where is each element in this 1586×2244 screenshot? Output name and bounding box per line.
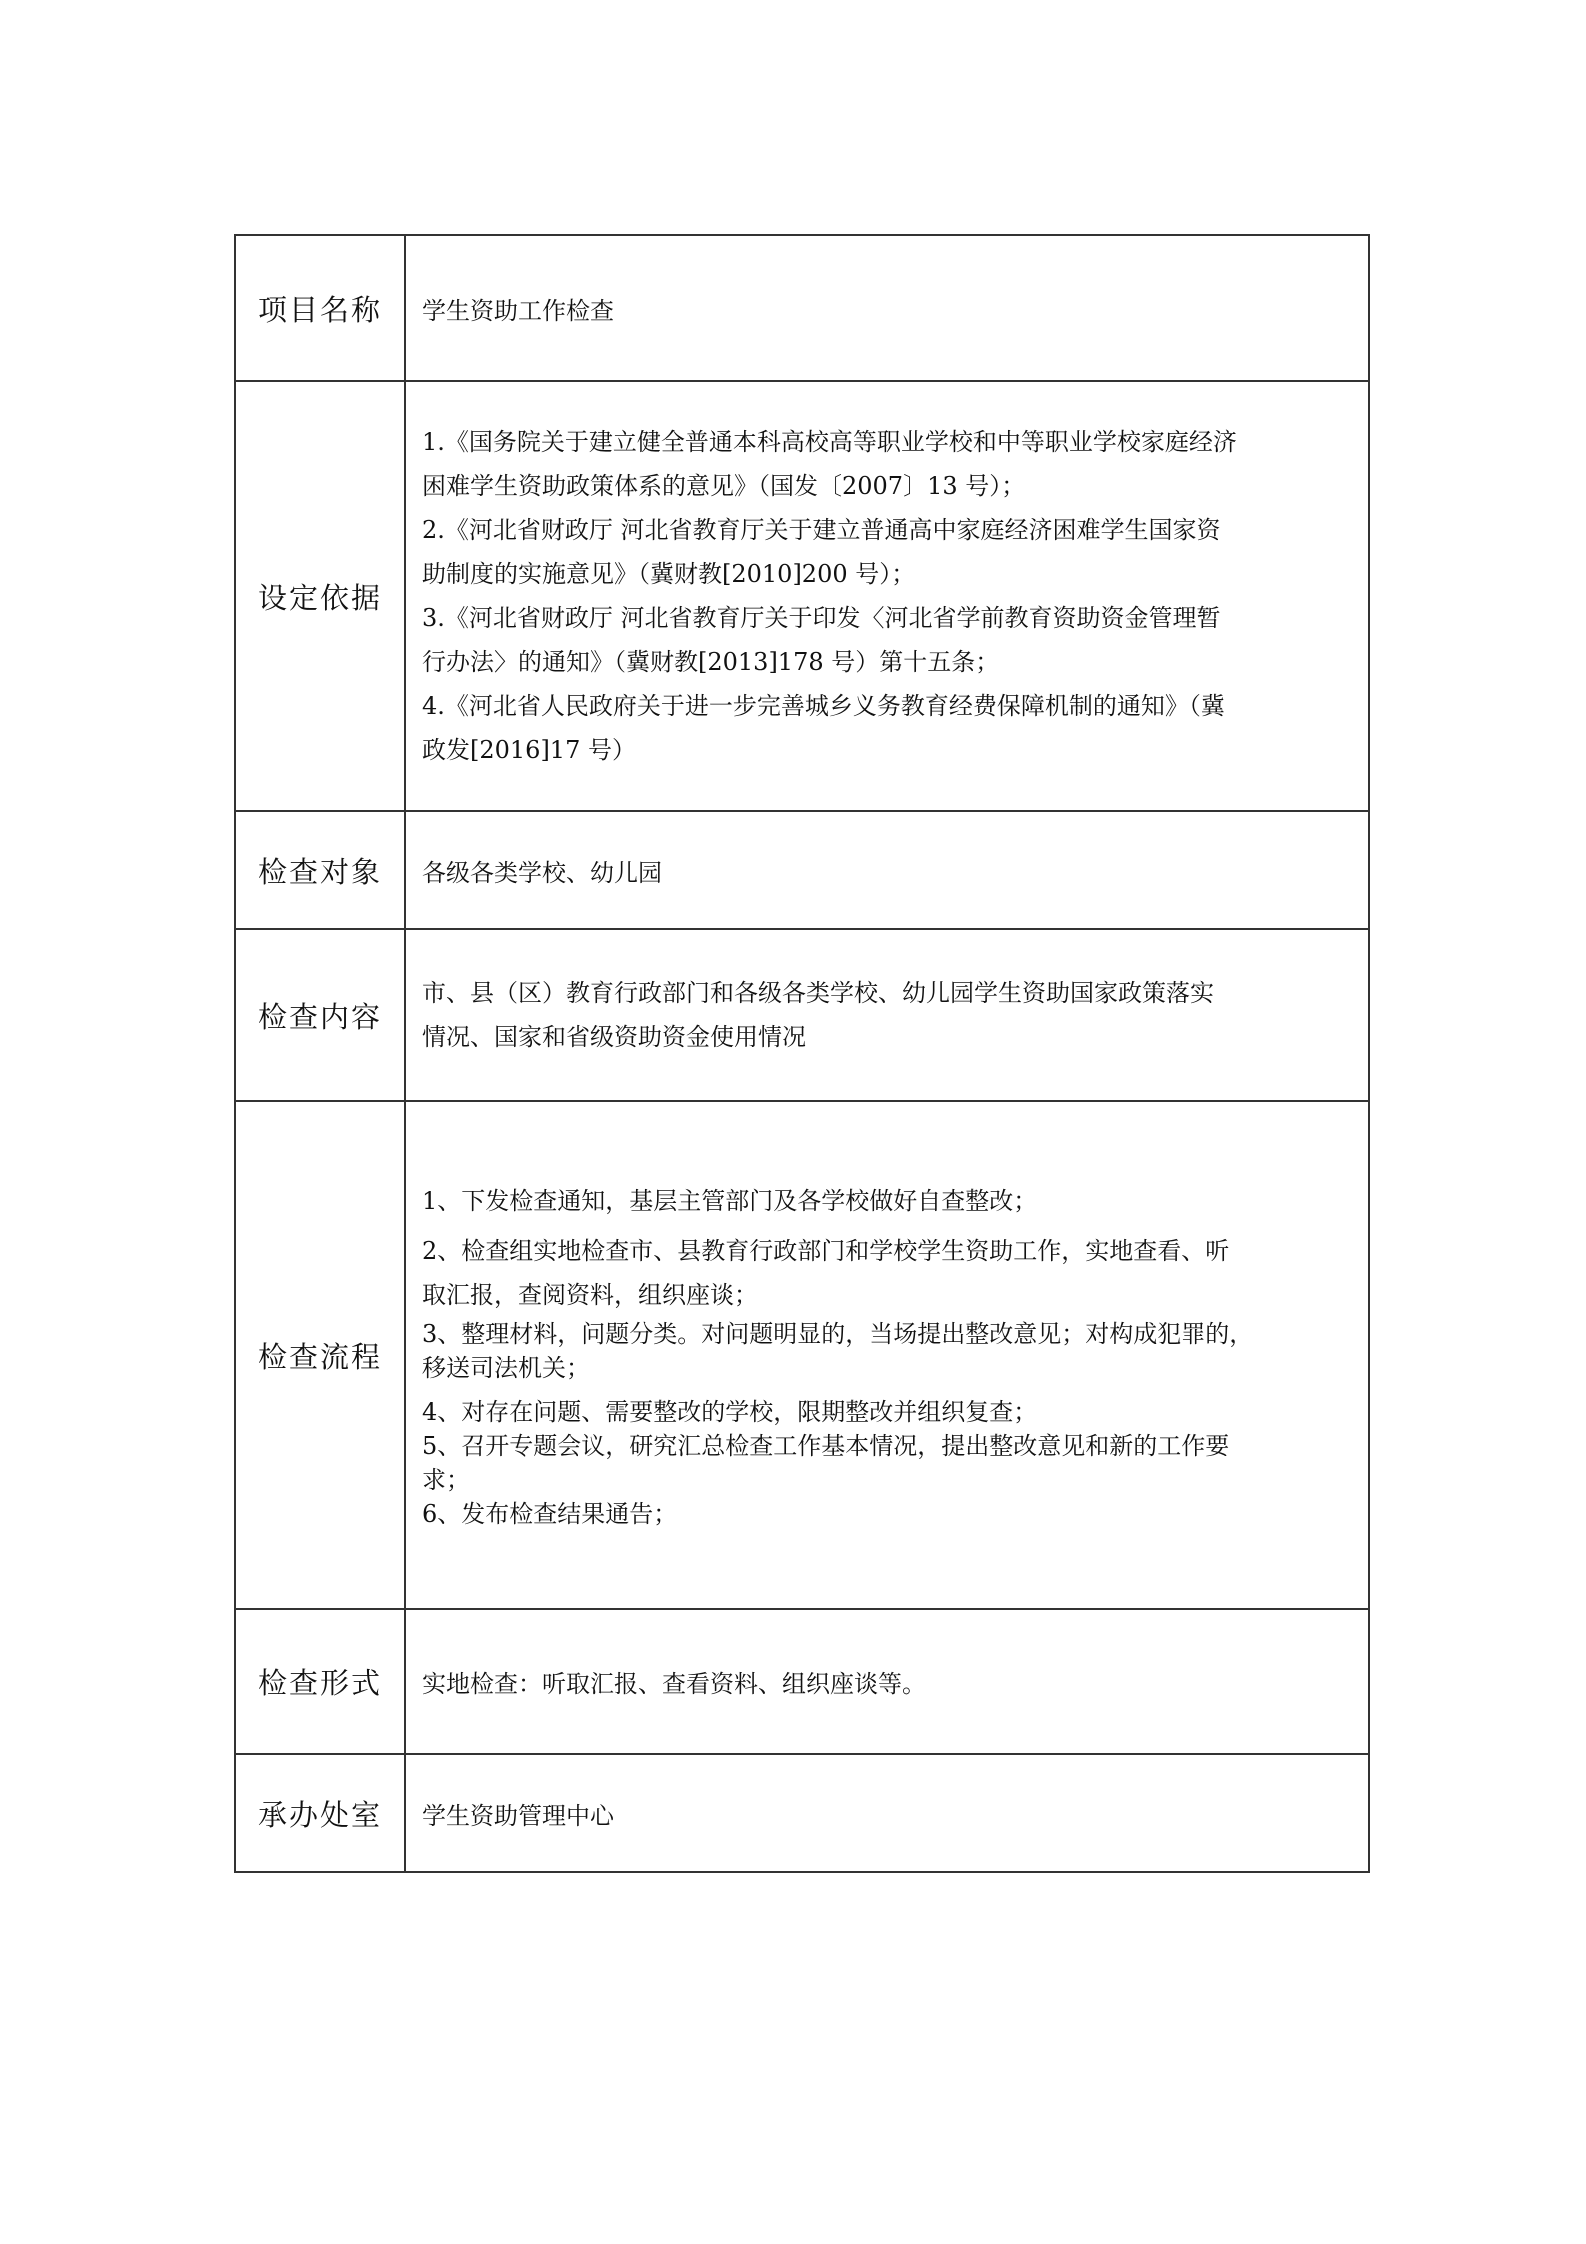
table-row-content (235, 929, 1369, 1101)
table-row-form (235, 1609, 1369, 1754)
project-name-text: 学生资助工作检查 (422, 296, 614, 325)
process-line: 1、下发检查通知，基层主管部门及各学校做好自查整改； (422, 1187, 1038, 1215)
value-target (405, 811, 1369, 929)
value-content (405, 929, 1369, 1101)
label-content: 检查内容 (235, 929, 405, 1101)
process-line: 3、整理材料，问题分类。对问题明显的，当场提出整改意见；对构成犯罪的， (422, 1320, 1254, 1348)
value-form (405, 1609, 1369, 1754)
table-row-process (235, 1101, 1369, 1609)
table-row-office (235, 1754, 1369, 1872)
process-line: 移送司法机关； (422, 1354, 590, 1382)
basis-line: 2.《河北省财政厅 河北省教育厅关于建立普通高中家庭经济困难学生国家资 (422, 516, 1221, 544)
process-line: 4、对存在问题、需要整改的学校，限期整改并组织复查； (422, 1398, 1038, 1426)
label-project-name: 项目名称 (235, 235, 405, 381)
basis-line: 政发[2016]17 号） (422, 736, 636, 764)
basis-line: 困难学生资助政策体系的意见》（国发〔2007〕13 号）； (422, 472, 1026, 500)
basis-line: 3.《河北省财政厅 河北省教育厅关于印发〈河北省学前教育资助资金管理暂 (422, 604, 1221, 632)
label-office: 承办处室 (235, 1754, 405, 1872)
value-project-name (405, 235, 1369, 381)
table-row-basis (235, 381, 1369, 811)
process-line: 求； (422, 1466, 470, 1494)
table-row-project-name (235, 235, 1369, 381)
label-form: 检查形式 (235, 1609, 405, 1754)
process-line: 6、发布检查结果通告； (422, 1500, 678, 1528)
content-line: 市、县（区）教育行政部门和各级各类学校、幼儿园学生资助国家政策落实 (422, 979, 1214, 1007)
process-line: 取汇报，查阅资料，组织座谈； (422, 1281, 758, 1309)
label-basis: 设定依据 (235, 381, 405, 811)
table-row-target (235, 811, 1369, 929)
value-basis (405, 381, 1369, 811)
process-line: 5、召开专题会议，研究汇总检查工作基本情况，提出整改意见和新的工作要 (422, 1432, 1230, 1460)
value-office (405, 1754, 1369, 1872)
basis-line: 助制度的实施意见》（冀财教[2010]200 号）； (422, 560, 916, 588)
label-target: 检查对象 (235, 811, 405, 929)
basis-line: 1.《国务院关于建立健全普通本科高校高等职业学校和中等职业学校家庭经济 (422, 428, 1237, 456)
value-process (405, 1101, 1369, 1609)
office-text: 学生资助管理中心 (422, 1801, 614, 1830)
target-text: 各级各类学校、幼儿园 (422, 858, 662, 887)
content-line: 情况、国家和省级资助资金使用情况 (422, 1023, 806, 1051)
label-process: 检查流程 (235, 1101, 405, 1609)
basis-line: 4.《河北省人民政府关于进一步完善城乡义务教育经费保障机制的通知》（冀 (422, 692, 1225, 720)
process-line: 2、检查组实地检查市、县教育行政部门和学校学生资助工作，实地查看、听 (422, 1237, 1230, 1265)
basis-line: 行办法〉的通知》（冀财教[2013]178 号）第十五条； (422, 648, 1000, 676)
project-info-table (234, 234, 1370, 1873)
form-text: 实地检查：听取汇报、查看资料、组织座谈等。 (422, 1670, 926, 1698)
